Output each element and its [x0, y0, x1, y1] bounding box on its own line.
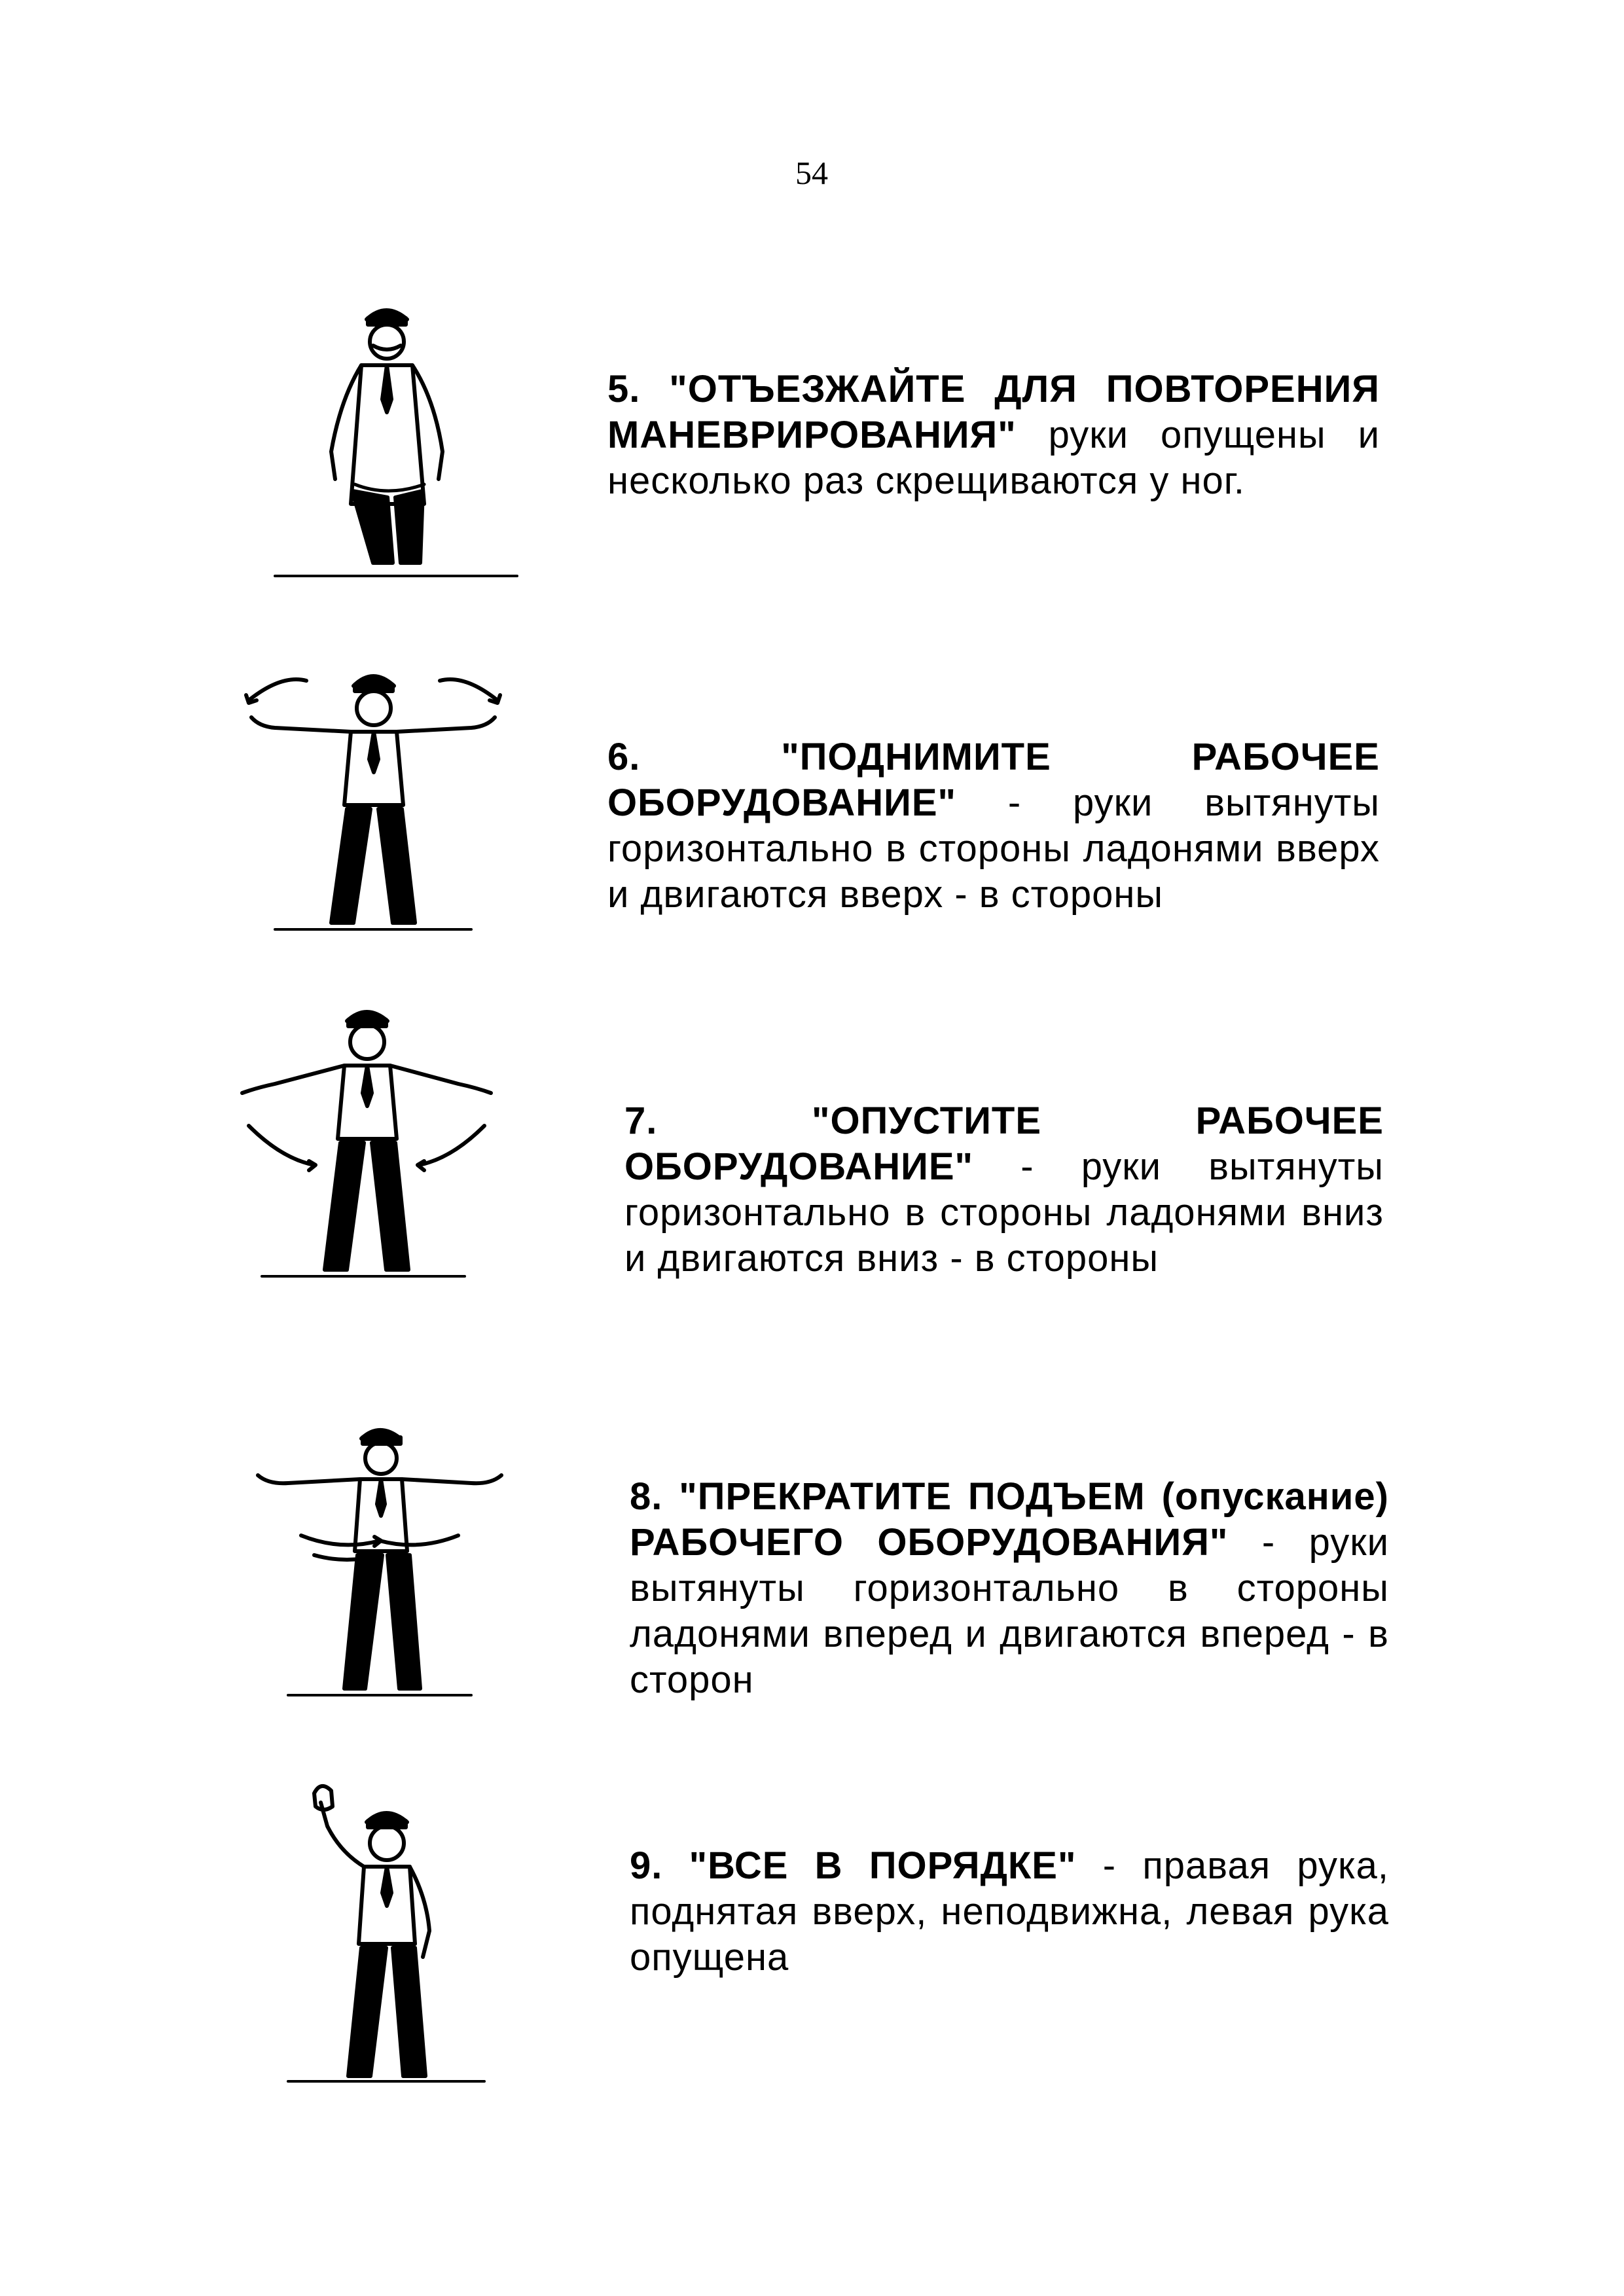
signal-entry-6	[0, 655, 1624, 942]
signal-figure-arms-down-sides	[223, 1001, 511, 1289]
signal-heading-8: 8. "ПРЕКРАТИТЕ ПОДЪЕМ (опускание) РАБОЧЕГО ОБОРУДОВАНИЯ"	[630, 1475, 1389, 1564]
signal-description-6: - руки вытянуты горизонтально в стороны ладонями вверх и двигаются вверх - в стороны	[607, 781, 1380, 916]
signal-entry-7	[0, 1001, 1624, 1289]
signal-figure-arms-forward-sides	[249, 1420, 511, 1708]
signal-heading-6: 6. "ПОДНИМИТЕ РАБОЧЕЕ ОБОРУДОВАНИЕ"	[607, 736, 1380, 824]
page-number: 54	[795, 154, 828, 191]
signal-figure-arms-up-sides	[223, 655, 524, 942]
signal-description-8: - руки вытянуты горизонтально в стороны ладонями вперед и двигаются вперед - в сторон	[630, 1521, 1390, 1701]
signal-heading-9: 9. "ВСЕ В ПОРЯДКЕ"	[630, 1844, 1077, 1887]
signal-text-9	[630, 1843, 1389, 1981]
signal-entry-8	[0, 1420, 1624, 1708]
signal-text-6	[607, 734, 1380, 918]
signal-text-8	[630, 1474, 1389, 1703]
signal-entry-9	[0, 1780, 1624, 2094]
signal-heading-5: 5. "ОТЪЕЗЖАЙТЕ ДЛЯ ПОВТОРЕНИЯ МАНЕВРИРОВАНИЯ"	[607, 368, 1380, 456]
signal-figure-arms-crossing-low	[216, 275, 556, 602]
signal-figure-right-arm-raised	[275, 1780, 497, 2094]
signal-heading-7: 7. "ОПУСТИТЕ РАБОЧЕЕ ОБОРУДОВАНИЕ"	[624, 1100, 1384, 1188]
signal-description-7: - руки вытянуты горизонтально в стороны ладонями вниз и двигаются вниз - в стороны	[624, 1145, 1384, 1280]
signal-text-7	[624, 1098, 1384, 1282]
signal-description-9: - правая рука, поднятая вверх, неподвижна, левая рука опущена	[630, 1844, 1390, 1979]
signal-text-5	[607, 367, 1380, 504]
signal-description-5: руки опущены и несколько раз скрещиваются у ног.	[607, 414, 1380, 502]
signal-entry-5	[0, 275, 1624, 576]
